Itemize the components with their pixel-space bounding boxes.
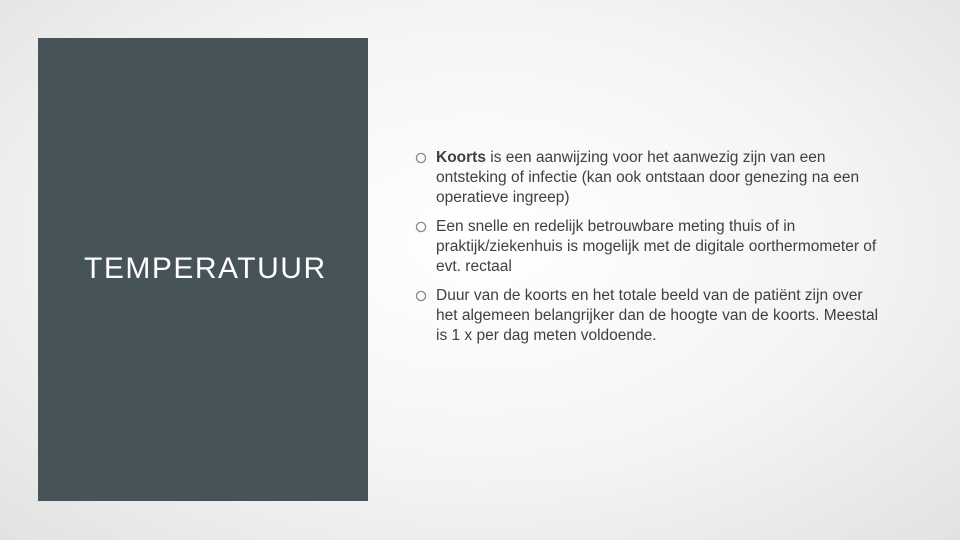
bullet-item bbox=[414, 217, 880, 277]
circle-outline-icon bbox=[415, 221, 427, 233]
bullet-text: Duur van de koorts en het totale beeld van de patiënt zijn over het algemeen belangrijker dan de hoogte van de koorts. Meestal is 1 x per dag meten voldoende. bbox=[436, 287, 879, 344]
circle-outline-icon bbox=[415, 290, 427, 302]
bullet-text: Een snelle en redelijk betrouwbare meting thuis of in praktijk/ziekenhuis is mogelijk met de digitale oorthermometer of evt. rectaal bbox=[436, 218, 877, 275]
bullet-list bbox=[414, 148, 880, 355]
bullet-lead-text: Koorts bbox=[436, 149, 486, 166]
title-panel bbox=[38, 38, 368, 501]
bullet-text: is een aanwijzing voor het aanwezig zijn van een ontsteking of infectie (kan ook ontstaan door genezing na een operatieve ingreep) bbox=[436, 149, 860, 206]
slide-title: TEMPERATUUR bbox=[84, 252, 327, 285]
circle-outline-icon bbox=[415, 152, 427, 164]
bullet-item bbox=[414, 286, 880, 346]
bullet-item bbox=[414, 148, 880, 208]
